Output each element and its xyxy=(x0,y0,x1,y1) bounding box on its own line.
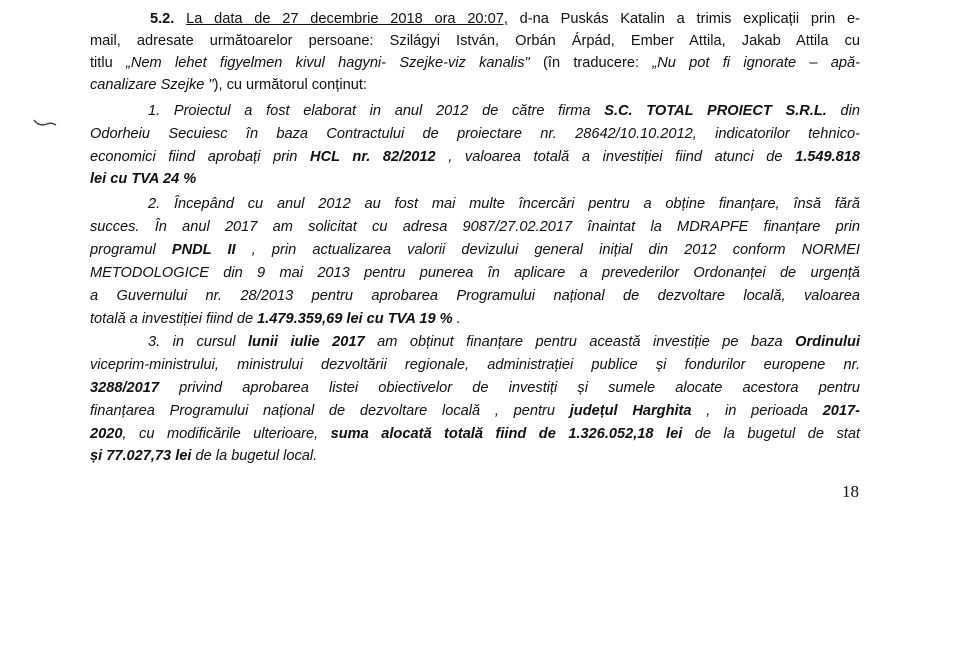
scan-mark xyxy=(33,118,57,128)
section-intro-line-2: mail, adresate următoarelor persoane: Szilágyi István, Orbán Árpád, Ember Attila, Jakab Attila cu xyxy=(90,33,860,49)
item-3-text: 3. in cursul xyxy=(148,334,248,350)
order-reference: Ordinului xyxy=(795,334,861,350)
order-number: 3288/2017 xyxy=(90,380,159,396)
section-date: La data de 27 decembrie 2018 ora 20:07, xyxy=(186,11,508,27)
item-3-text: finanțarea Programului național de dezvoltare locală , pentru xyxy=(90,403,570,419)
translation-text-cont: canalizare Szejke " xyxy=(90,77,214,93)
value-2017: 1.479.359,69 lei cu TVA 19 % xyxy=(257,311,453,327)
total-allocated: suma alocată totală fiind de 1.326.052,18 lei xyxy=(330,426,683,442)
item-3-text: de la bugetul local. xyxy=(191,448,318,464)
item-1-line-3 xyxy=(90,147,860,167)
item-1-text: 1. Proiectul a fost elaborat in anul 2012 de către firma xyxy=(148,103,605,119)
item-3-text: de la bugetul de stat xyxy=(682,426,860,442)
period-start: 2017- xyxy=(822,403,861,419)
item-2-line-3 xyxy=(90,240,860,260)
original-title: „Nem lehet figyelmen kivul hagyni- Szejke-viz kanalis" xyxy=(126,55,530,71)
item-3-line-2: viceprim-ministrului, ministrului dezvoltării regionale, administrației publice și fondurilor europene nr. xyxy=(90,357,860,373)
item-3-text: privind aprobarea listei obiectivelor de investiți și sumele alocate acestora pentru xyxy=(159,380,860,396)
item-1-text: economici fiind aprobați prin xyxy=(90,149,311,165)
item-2-text: programul xyxy=(90,242,172,258)
item-2-line-1: 2. Începând cu anul 2012 au fost mai multe încercări pentru a obține finanțare, însă fără xyxy=(148,196,860,212)
item-3-line-6 xyxy=(90,446,860,466)
local-budget-amount: și 77.027,73 lei xyxy=(90,448,192,464)
period-end: 2020 xyxy=(90,426,123,442)
item-2-text: totală a investiției fiind de xyxy=(90,311,258,327)
item-2-line-6 xyxy=(90,309,860,329)
item-2-text: . xyxy=(452,311,461,327)
value-2012: 1.549.818 xyxy=(795,149,861,165)
item-3-text: am obținut finanțare pentru această investiție pe baza xyxy=(364,334,796,350)
title-prefix: titlu xyxy=(90,55,127,71)
section-intro-line-1 xyxy=(150,9,860,29)
section-number: 5.2. xyxy=(150,11,175,27)
item-1-text: , valoarea totală a investiției fiind atunci de xyxy=(435,149,796,165)
page-number: 18 xyxy=(842,482,859,501)
item-2-line-2: succes. În anul 2017 am solicitat cu adresa 9087/27.02.2017 înaintat la MDRAPFE finanțare prin xyxy=(90,219,860,235)
item-3-line-5 xyxy=(90,424,860,444)
item-3-text: , in perioada xyxy=(691,403,823,419)
item-3-text: , cu modificările ulterioare, xyxy=(122,426,331,442)
item-3-line-3 xyxy=(90,378,860,398)
item-1-line-1 xyxy=(148,101,860,121)
item-2-line-5: a Guvernului nr. 28/2013 pentru aprobarea Programului național de dezvoltare locală, valoarea xyxy=(90,288,860,304)
item-1-line-4: lei cu TVA 24 % xyxy=(90,171,197,187)
item-2-line-4: METODOLOGICE din 9 mai 2013 pentru punerea în aplicare a prevederilor Ordonanței de urgență xyxy=(90,265,860,281)
item-3-line-4 xyxy=(90,401,860,421)
program-pndl: PNDL II xyxy=(171,242,236,258)
company-name: S.C. TOTAL PROIECT S.R.L. xyxy=(604,103,827,119)
item-3-line-1 xyxy=(148,332,860,352)
hcl-reference: HCL nr. 82/2012 xyxy=(310,149,436,165)
item-2-text: , prin actualizarea valorii devizului general inițial din 2012 conform NORMEI xyxy=(235,242,860,258)
funding-period: lunii iulie 2017 xyxy=(247,334,365,350)
section-intro-text: d-na Puskás Katalin a trimis explicații prin e- xyxy=(507,11,860,27)
intro-end: ), cu următorul conținut: xyxy=(213,77,367,93)
item-1-line-2: Odorheiu Secuiesc în baza Contractului de proiectare nr. 28642/10.10.2012, indicatorilor tehnico- xyxy=(90,126,860,142)
translation-text: „Nu pot fi ignorate – apă- xyxy=(652,55,860,71)
translation-prefix: (în traducere: xyxy=(529,55,653,71)
section-intro-line-3 xyxy=(90,53,860,73)
county-name: județul Harghita xyxy=(569,403,692,419)
section-intro-line-4 xyxy=(90,75,860,95)
item-1-text: din xyxy=(826,103,861,119)
